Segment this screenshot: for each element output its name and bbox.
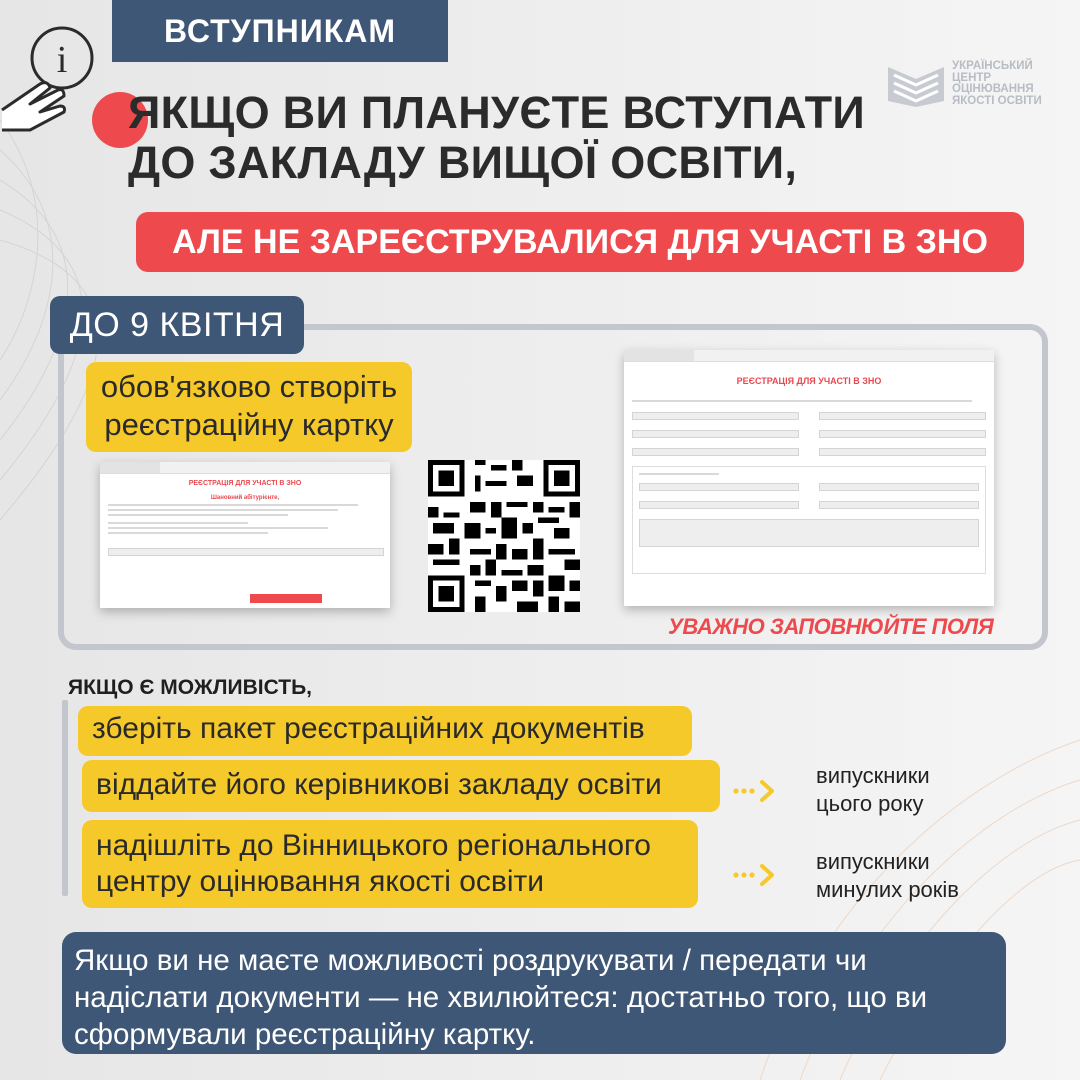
step-give-to-head: віддайте його керівникові закладу освіти	[82, 760, 720, 812]
headline	[128, 88, 865, 188]
step-send-to-center	[82, 820, 698, 908]
deadline-tag: ДО 9 КВІТНЯ	[50, 296, 304, 354]
screenshot-title: РЕЄСТРАЦІЯ ДЛЯ УЧАСТІ В ЗНО	[188, 480, 302, 487]
note1-line-1: випускники	[816, 763, 930, 788]
form-personal-fields	[632, 412, 986, 456]
reassurance-line-2: надіслати документи — не хвилюйтеся: достатньо того, що ви	[74, 981, 928, 1014]
headline-banner: АЛЕ НЕ ЗАРЕЄСТРУВАЛИСЯ ДЛЯ УЧАСТІ В ЗНО	[136, 212, 1024, 272]
book-logo-icon	[886, 61, 948, 107]
registration-screenshot-form	[624, 350, 994, 606]
note2-line-2: минулих років	[816, 877, 959, 902]
registration-screenshot-start	[100, 462, 390, 608]
screenshot-field	[108, 548, 384, 556]
headline-line-2: ДО ЗАКЛАДУ ВИЩОЇ ОСВІТИ,	[128, 137, 798, 188]
create-card-line-1: обов'язково створіть	[100, 369, 398, 404]
create-card-callout	[86, 362, 412, 452]
form-education-section	[632, 466, 986, 574]
steps-breadcrumb	[100, 462, 390, 474]
headline-line-1: ЯКЩО ВИ ПЛАНУЄТЕ ВСТУПАТИ	[128, 87, 866, 138]
steps-side-line	[62, 700, 68, 896]
logo-line-2: ЦЕНТР	[952, 71, 992, 84]
reassurance-note	[62, 932, 1006, 1054]
logo-line-4: ЯКОСТІ ОСВІТИ	[952, 94, 1042, 107]
create-card-line-2: реєстраційну картку	[104, 407, 394, 442]
logo-line-3: ОЦІНЮВАННЯ	[952, 83, 1034, 95]
ucoyo-logo	[886, 58, 1056, 110]
careful-note: УВАЖНО ЗАПОВНЮЙТЕ ПОЛЯ	[668, 614, 994, 639]
reassurance-line-1: Якщо ви не маєте можливості роздрукувати / передати чи	[74, 944, 867, 977]
note2-line-1: випускники	[816, 849, 930, 874]
step-collect-documents: зберіть пакет реєстраційних документів	[78, 706, 692, 756]
dotted-arrow-icon	[732, 862, 778, 888]
note-past-graduates	[816, 848, 959, 904]
step-send-line-1: надішліть до Вінницького регіонального	[96, 829, 651, 862]
qr-code	[428, 460, 580, 612]
form-steps-breadcrumb	[624, 350, 994, 362]
note1-line-2: цього року	[816, 791, 924, 816]
step-send-line-2: центру оцінювання якості освіти	[96, 865, 545, 898]
reassurance-line-3: сформували реєстраційну картку.	[74, 1018, 536, 1051]
audience-tag: ВСТУПНИКАМ	[112, 0, 448, 62]
screenshot-greeting: Шановний абітурієнте,	[210, 495, 280, 501]
dotted-arrow-icon	[732, 778, 778, 804]
note-this-year-graduates	[816, 762, 930, 818]
steps-title: ЯКЩО Є МОЖЛИВІСТЬ,	[68, 676, 313, 699]
form-title: РЕЄСТРАЦІЯ ДЛЯ УЧАСТІ В ЗНО	[736, 376, 882, 386]
logo-line-1: УКРАЇНСЬКИЙ	[952, 60, 1033, 72]
screenshot-button	[250, 594, 322, 603]
svg-text:i: i	[56, 39, 68, 81]
